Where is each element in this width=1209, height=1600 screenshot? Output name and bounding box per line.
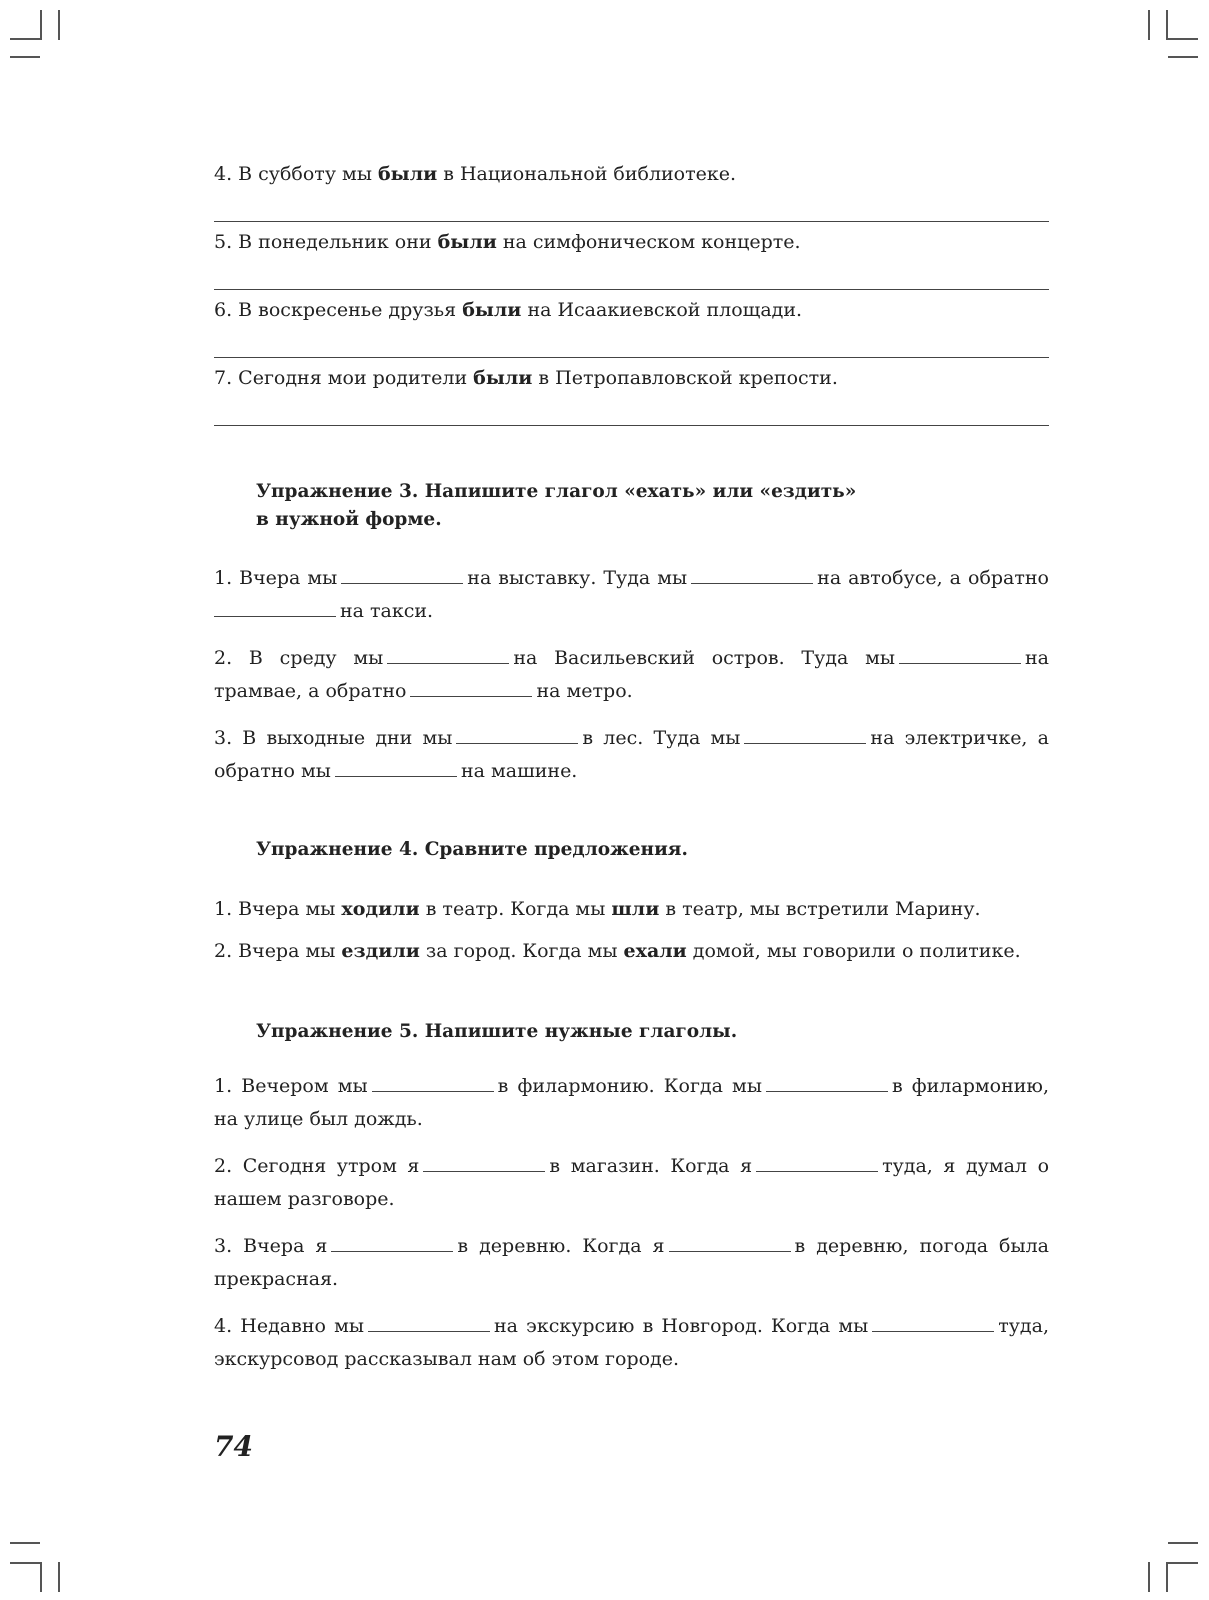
crop-mark xyxy=(58,10,60,40)
blank-field[interactable] xyxy=(744,723,866,744)
crop-mark xyxy=(1166,1562,1168,1592)
blank-field[interactable] xyxy=(456,723,578,744)
exercise-item: 1. Вчера мы на выставку. Туда мы на автобусе, а обратно на такси. xyxy=(214,562,1049,628)
blank-field[interactable] xyxy=(335,756,457,777)
blank-field[interactable] xyxy=(387,643,509,664)
exercise-item: 3. В выходные дни мы в лес. Туда мы на электричке, а обратно мы на машине. xyxy=(214,722,1049,788)
exercise-item: 2. Сегодня утром я в магазин. Когда я туда, я думал о нашем разговоре. xyxy=(214,1150,1049,1216)
blank-field[interactable] xyxy=(372,1071,494,1092)
blank-field[interactable] xyxy=(214,596,336,617)
exercise-4-title: Упражнение 4. Сравните предложения. xyxy=(256,839,688,860)
blank-field[interactable] xyxy=(691,563,813,584)
blank-field[interactable] xyxy=(341,563,463,584)
crop-mark xyxy=(1166,10,1168,40)
blank-field[interactable] xyxy=(368,1311,490,1332)
exercise-5-title: Упражнение 5. Напишите нужные глаголы. xyxy=(256,1021,738,1042)
blank-field[interactable] xyxy=(423,1151,545,1172)
answer-line[interactable] xyxy=(214,191,1049,222)
sentence-list xyxy=(214,158,1049,426)
sentence: 6. В воскресенье друзья были на Исаакиевской площади. xyxy=(214,299,803,321)
crop-mark xyxy=(10,1562,40,1564)
answer-line[interactable] xyxy=(214,259,1049,290)
blank-field[interactable] xyxy=(872,1311,994,1332)
crop-mark xyxy=(10,56,40,58)
answer-line[interactable] xyxy=(214,395,1049,426)
exercise-item: 2. В среду мы на Васильевский остров. Туда мы на трамвае, а обратно на метро. xyxy=(214,642,1049,708)
exercise-item: 1. Вечером мы в филармонию. Когда мы в филармонию, на улице был дождь. xyxy=(214,1070,1049,1136)
page-content xyxy=(214,158,1049,1376)
crop-mark xyxy=(10,38,40,40)
comparison-sentence: 2. Вчера мы ездили за город. Когда мы ехали домой, мы говорили о политике. xyxy=(214,940,1021,962)
blank-field[interactable] xyxy=(410,676,532,697)
sentence: 7. Сегодня мои родители были в Петропавловской крепости. xyxy=(214,367,838,389)
crop-mark xyxy=(10,1542,40,1544)
sentence: 5. В понедельник они были на симфоническом концерте. xyxy=(214,231,801,253)
crop-mark xyxy=(40,10,42,40)
page-number: 74 xyxy=(214,1430,253,1463)
crop-mark xyxy=(1148,10,1150,40)
crop-mark xyxy=(1168,56,1198,58)
blank-field[interactable] xyxy=(756,1151,878,1172)
blank-field[interactable] xyxy=(766,1071,888,1092)
sentence: 4. В субботу мы были в Национальной библиотеке. xyxy=(214,163,737,185)
blank-field[interactable] xyxy=(899,643,1021,664)
crop-mark xyxy=(1168,1562,1198,1564)
crop-mark xyxy=(1168,1542,1198,1544)
answer-line[interactable] xyxy=(214,327,1049,358)
blank-field[interactable] xyxy=(331,1231,453,1252)
exercise-item: 4. Недавно мы на экскурсию в Новгород. Когда мы туда, экскурсовод рассказывал нам об этом городе. xyxy=(214,1310,1049,1376)
crop-mark xyxy=(1148,1562,1150,1592)
crop-mark xyxy=(40,1562,42,1592)
blank-field[interactable] xyxy=(669,1231,791,1252)
comparison-sentence: 1. Вчера мы ходили в театр. Когда мы шли в театр, мы встретили Марину. xyxy=(214,898,981,920)
exercise-3-title: Упражнение 3. Напишите глагол «ехать» или «ездить» в нужной форме. xyxy=(256,481,857,530)
crop-mark xyxy=(58,1562,60,1592)
crop-mark xyxy=(1168,38,1198,40)
exercise-item: 3. Вчера я в деревню. Когда я в деревню, погода была прекрасная. xyxy=(214,1230,1049,1296)
